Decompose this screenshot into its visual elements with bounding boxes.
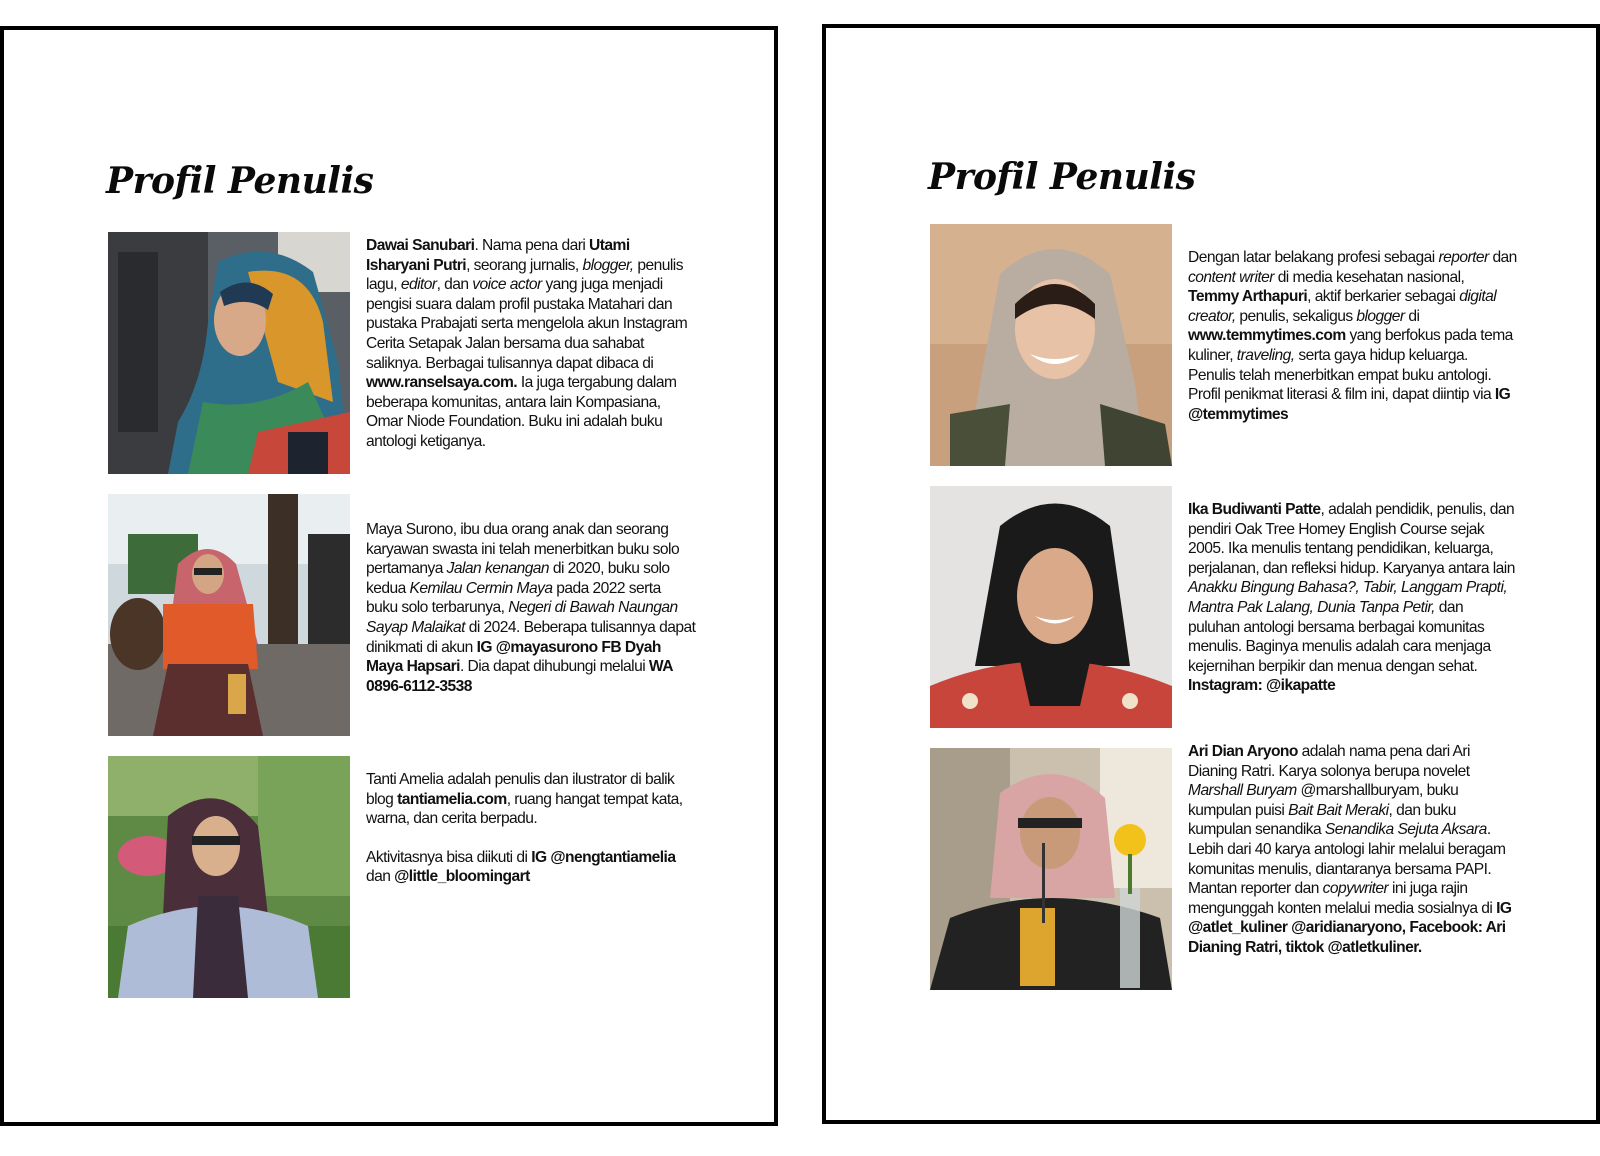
author-profile [108, 232, 708, 474]
bio-bold-text: WA 0896-6112-3538 [366, 658, 673, 695]
bio-bold-text: IG @nengtantiamelia [531, 848, 676, 866]
bio-text: yang juga menjadi pengisi suara dalam profil pustaka Matahari dan pustaka Prabajati serta mengelola akun Instagram Cerita Setapak Jalan bersama dua sahabat saliknya. Berbagai tulisannya dapat dibaca di [366, 276, 688, 372]
bio-italic-text: voice actor [472, 276, 542, 294]
bio-text: Dengan latar belakang profesi sebagai [1188, 249, 1439, 266]
bio-text: , dan [436, 276, 473, 294]
author-photo [108, 494, 350, 736]
bio-italic-text: Anakku Bingung Bahasa?, Tabir, Langgam Prapti, Mantra Pak Lalang, Dunia Tanpa Petir, [1188, 579, 1508, 616]
page-left [0, 26, 778, 1126]
bio-italic-text: blogger, [582, 256, 634, 274]
bio-bold-text: Utami Isharyani Putri [366, 237, 630, 274]
bio-bold-text: IG @temmytimes [1188, 386, 1511, 423]
bio-paragraph [366, 770, 696, 829]
bio-bold-text: FB Dyah Maya Hapsari [366, 638, 661, 676]
bio-text: Aktivitasnya bisa diikuti di [366, 848, 532, 866]
bio-bold-text: tantiamelia.com [397, 790, 507, 808]
bio-text: serta gaya hidup keluarga. Penulis telah menerbitkan empat buku antologi. Profil penikmat literasi & film ini, dapat diintip via [1188, 346, 1495, 404]
bio-bold-text: Temmy Arthapuri [1188, 288, 1308, 306]
author-bio [366, 770, 696, 887]
bio-bold-text: www.temmytimes.com [1188, 327, 1346, 345]
bio-italic-text: copywriter [1322, 880, 1389, 898]
author-bio [366, 236, 696, 452]
bio-text: di 2020, buku solo kedua [366, 560, 670, 597]
author-bio [366, 520, 696, 696]
author-photo [108, 232, 350, 474]
page-right [822, 24, 1600, 1124]
bio-text: pada 2022 serta buku solo terbarunya, [366, 579, 661, 617]
author-profile [108, 494, 708, 736]
bio-text: , dan buku kumpulan senandika [1188, 801, 1456, 839]
bio-bold-text: www.ranselsaya.com. [366, 374, 518, 392]
bio-text: dan puluhan antologi bersama berbagai komunitas menulis. Baginya menulis adalah cara menjaga kejernihan berpikir dan menua dengan sehat. [1188, 598, 1491, 675]
author-bio [1188, 742, 1518, 958]
bio-bold-text: Dawai Sanubari [366, 237, 475, 254]
bio-italic-text: content writer [1188, 268, 1274, 286]
bio-text: . Dia dapat dihubungi melalui [459, 658, 649, 676]
bio-text: Tanti Amelia adalah penulis dan ilustrator di balik blog [366, 771, 675, 808]
author-bio [1188, 248, 1518, 424]
author-profile [108, 756, 708, 998]
bio-paragraph [1188, 500, 1518, 696]
bio-text: di media kesehatan nasional, [1273, 268, 1465, 286]
paragraph-gap [366, 829, 696, 848]
bio-text: . Nama pena dari [474, 237, 590, 254]
bio-text: di 2024. Beberapa tulisannya dapat dinikmati di akun [366, 618, 696, 656]
bio-bold-text: Instagram: @ikapatte [1188, 677, 1336, 695]
bio-italic-text: reporter [1438, 249, 1489, 266]
page-title: Profil Penulis [106, 160, 374, 202]
bio-bold-text: Ari Dian Aryono [1188, 743, 1298, 760]
bio-text: ini juga rajin mengunggah konten melalui media sosialnya di [1188, 880, 1497, 917]
bio-paragraph [366, 848, 696, 887]
bio-italic-text: Kemilau Cermin Maya [409, 579, 553, 597]
bio-text: , ruang hangat tempat kata, warna, dan cerita berpadu. [366, 790, 683, 828]
bio-text: penulis lagu, [366, 256, 683, 294]
bio-italic-text: editor [400, 276, 437, 294]
bio-italic-text: Negeri di Bawah Naungan Sayap Malaikat [366, 599, 678, 636]
bio-text: Maya Surono, ibu dua orang anak dan seorang karyawan swasta ini telah menerbitkan buku solo pertamanya [366, 521, 680, 578]
bio-text: , adalah pendidik, penulis, dan pendiri Oak Tree Homey English Course sejak 2005. Ika menulis tentang pendidikan, keluarga, perjalanan, dan refleksi hidup. Karyanya antara lain [1188, 501, 1515, 577]
author-photo [930, 224, 1172, 466]
bio-paragraph [366, 236, 696, 452]
bio-bold-text: Ika Budiwanti Patte [1188, 501, 1321, 518]
bio-text: dan [1488, 249, 1517, 266]
bio-bold-text: @little_bloomingart [394, 868, 530, 886]
bio-italic-text: blogger [1356, 307, 1405, 325]
bio-text: penulis, sekaligus [1235, 307, 1357, 325]
bio-bold-text: IG @atlet_kuliner @aridianaryono, Facebook: Ari Dianing Ratri, tiktok @atletkuliner. [1188, 899, 1512, 956]
author-profile [930, 486, 1530, 728]
bio-paragraph [1188, 248, 1518, 424]
bio-text: . Lebih dari 40 karya antologi lahir melalui beragam komunitas menulis, diantaranya bersama PAPI. Mantan reporter dan [1188, 821, 1506, 898]
bio-text: , aktif berkarier sebagai [1307, 288, 1460, 306]
bio-italic-text: Senandika Sejuta Aksara [1324, 821, 1487, 839]
bio-paragraph [366, 520, 696, 696]
bio-italic-text: traveling, [1236, 346, 1295, 364]
bio-bold-text: IG @mayasurono [476, 638, 598, 656]
page-title: Profil Penulis [928, 156, 1196, 198]
author-photo [930, 748, 1172, 990]
bio-text: Ia juga tergabung dalam beberapa komunitas, antara lain Kompasiana, Omar Niode Foundation. Buku ini adalah buku antologi ketiganya. [366, 374, 677, 450]
bio-text: adalah nama pena dari Ari Dianing Ratri. Karya solonya berupa novelet [1188, 743, 1470, 780]
bio-italic-text: Jalan kenangan [446, 560, 550, 578]
author-photo [930, 486, 1172, 728]
bio-italic-text: Bait Bait Meraki [1288, 801, 1389, 819]
bio-text: dan [366, 868, 395, 886]
bio-italic-text: digital creator, [1188, 288, 1497, 325]
author-profile [930, 224, 1530, 466]
bio-text: yang berfokus pada tema kuliner, [1188, 327, 1513, 364]
author-profile [930, 743, 1530, 990]
bio-paragraph [1188, 742, 1518, 958]
author-photo [108, 756, 350, 998]
bio-text: di [1404, 307, 1420, 325]
bio-italic-text: Marshall Buryam [1188, 782, 1297, 800]
bio-text: @marshallburyam, buku kumpulan puisi [1188, 782, 1459, 819]
author-bio [1188, 500, 1518, 696]
bio-text: , seorang jurnalis, [466, 256, 583, 274]
